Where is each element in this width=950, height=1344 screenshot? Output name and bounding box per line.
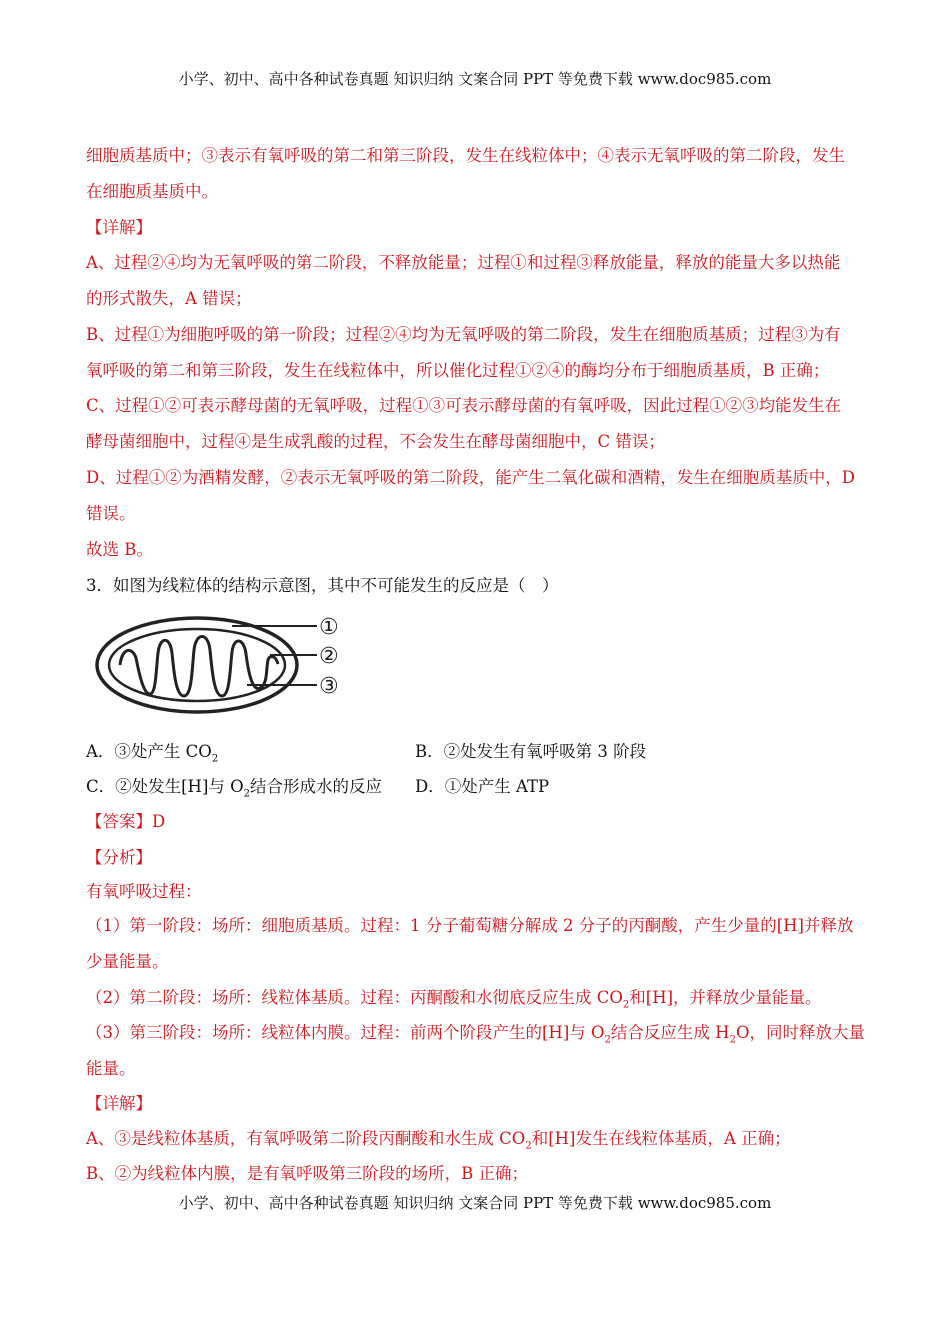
option-c: C．②处发生[H]与 $O_2$结合形成水的反应	[86, 777, 383, 800]
diagram-label-1: ①	[319, 615, 339, 640]
option-a: A．③处产生 $CO_2$	[86, 742, 219, 765]
mitochondria-diagram	[92, 608, 352, 728]
text-line: C、过程①②可表示酵母菌的无氧呼吸，过程①③可表示酵母菌的有氧呼吸，因此过程①②③均能发生在	[86, 396, 842, 415]
cristae	[120, 637, 278, 697]
text-line: 酵母菌细胞中，过程④是生成乳酸的过程，不会发生在酵母菌细胞中，C 错误；	[86, 432, 665, 451]
text-line: （1）第一阶段：场所：细胞质基质。过程：1 分子葡萄糖分解成 2 分子的丙酮酸，产生少量的[H]并释放	[86, 916, 854, 935]
page-header: 小学、初中、高中各种试卷真题 知识归纳 文案合同 PPT 等免费下载 www.doc985.com	[178, 70, 772, 88]
diagram-label-2: ②	[319, 644, 339, 669]
text-line: B、过程①为细胞呼吸的第一阶段；过程②④均为无氧呼吸的第二阶段，发生在细胞质基质；过程③为有	[86, 325, 841, 344]
text-line: A、过程②④均为无氧呼吸的第二阶段，不释放能量；过程①和过程③释放能量，释放的能量大多以热能	[86, 253, 841, 272]
section-heading: 【详解】	[86, 218, 152, 237]
diagram-label-3: ③	[319, 674, 339, 699]
option-d: D．①处产生 ATP	[415, 777, 550, 796]
text-line: 氧呼吸的第二和第三阶段，发生在线粒体中，所以催化过程①②④的酶均分布于细胞质基质，B 正确；	[86, 361, 830, 380]
text-line: 能量。	[86, 1059, 136, 1078]
answer-line: 【答案】D	[86, 812, 166, 831]
text-line: （3）第三阶段：场所：线粒体内膜。过程：前两个阶段产生的[H]与 $O_2$结合反应生成 $H_2O$，同时释放大量	[86, 1023, 865, 1046]
text-line: 少量能量。	[86, 952, 169, 971]
question-3: 3．如图为线粒体的结构示意图，其中不可能发生的反应是（ ）	[86, 576, 559, 595]
text-line: A、③是线粒体基质，有氧呼吸第二阶段丙酮酸和水生成 $CO_2$和[H]发生在线粒体基质，A 正确；	[86, 1129, 791, 1152]
section-heading: 【分析】	[86, 848, 152, 867]
text-line: 的形式散失，A 错误；	[86, 289, 252, 308]
text-line: 错误。	[86, 504, 136, 523]
text-line: 有氧呼吸过程：	[86, 882, 202, 901]
text-line: B、②为线粒体内膜，是有氧呼吸第三阶段的场所，B 正确；	[86, 1164, 528, 1183]
text-line: （2）第二阶段：场所：线粒体基质。过程：丙酮酸和水彻底反应生成 $CO_2$和[H]，并释放少量能量。	[86, 988, 822, 1011]
page-footer: 小学、初中、高中各种试卷真题 知识归纳 文案合同 PPT 等免费下载 www.doc985.com	[178, 1194, 772, 1212]
text-line: 细胞质基质中；③表示有氧呼吸的第二和第三阶段，发生在线粒体中；④表示无氧呼吸的第二阶段，发生	[86, 146, 845, 165]
text-line: 在细胞质基质中。	[86, 182, 218, 201]
text-line: D、过程①②为酒精发酵，②表示无氧呼吸的第二阶段，能产生二氧化碳和酒精，发生在细胞质基质中，D	[86, 468, 855, 487]
option-b: B．②处发生有氧呼吸第 3 阶段	[415, 742, 647, 761]
section-heading: 【详解】	[86, 1094, 152, 1113]
text-line: 故选 B。	[86, 540, 153, 559]
